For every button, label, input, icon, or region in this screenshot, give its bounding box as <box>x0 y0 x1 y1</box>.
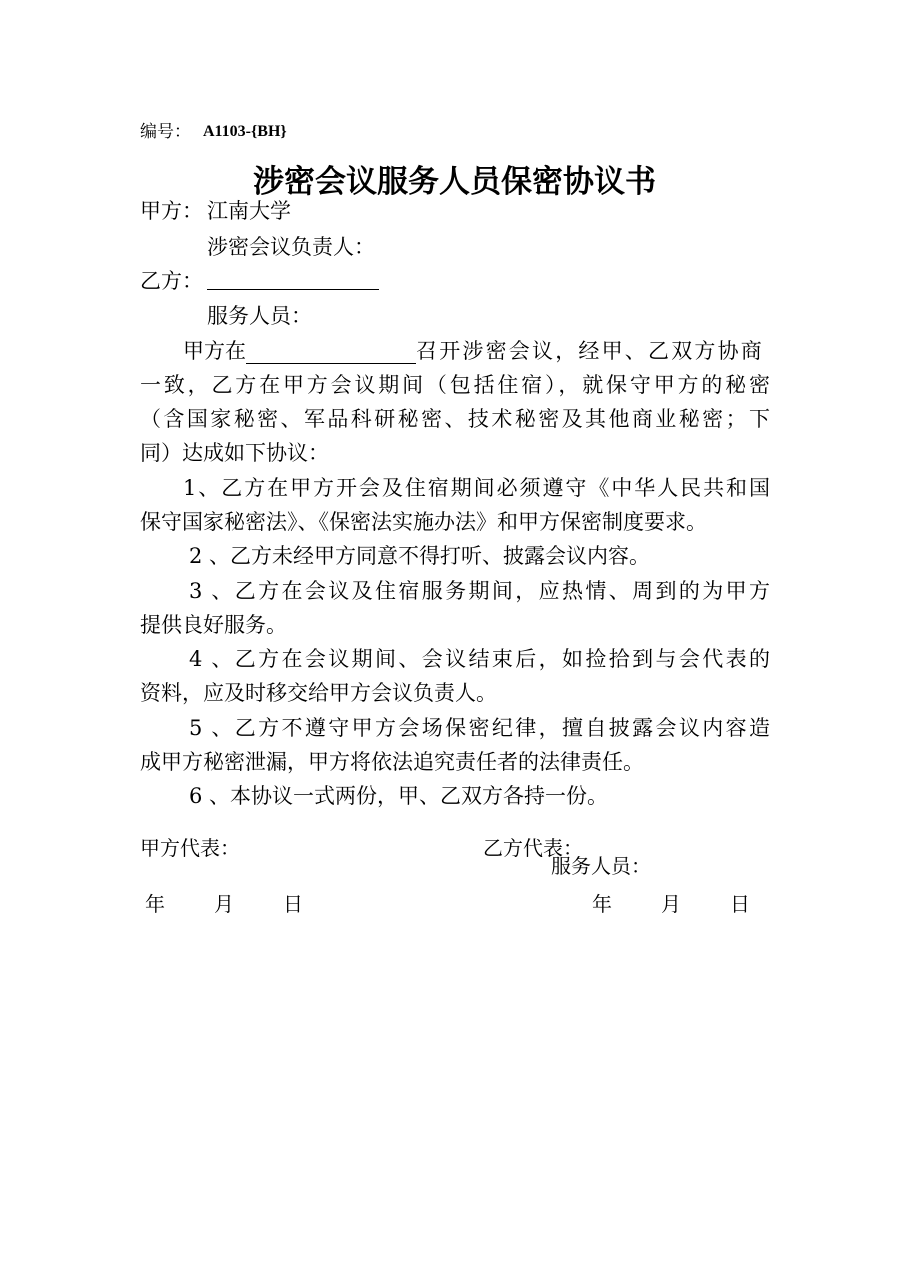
intro-line4: 同）达成如下协议： <box>140 441 329 465</box>
clause-2-line1: 2 、乙方未经甲方同意不得打听、披露会议内容。 <box>189 544 651 568</box>
intro-line2: 一致，乙方在甲方会议期间（包括住宿），就保守甲方的秘密 <box>140 373 770 397</box>
party-a-representative-label: 甲方代表： <box>140 836 240 860</box>
clause-3-line1: 3 、乙方在会议及住宿服务期间，应热情、周到的为甲方 <box>189 579 770 603</box>
clause-6-line1: 6 、本协议一式两份，甲、乙双方各持一份。 <box>189 784 609 808</box>
clause-4-line1: 4 、乙方在会议期间、会议结束后，如捡拾到与会代表的 <box>189 647 770 671</box>
party-a-label: 甲方： <box>140 199 203 223</box>
party-a-date-month: 月 <box>214 892 234 916</box>
intro-line1 <box>183 339 764 364</box>
party-b-date-year: 年 <box>592 892 612 916</box>
intro-line1-prefix: 甲方在 <box>183 339 246 363</box>
clause-1-line1: 1、乙方在甲方开会及住宿期间必须遵守《中华人民共和国 <box>183 476 770 500</box>
clause-5-line2: 成甲方秘密泄漏，甲方将依法追究责任者的法律责任。 <box>140 750 644 774</box>
party-b-date-month: 月 <box>661 892 681 916</box>
page-title: 涉密会议服务人员保密协议书 <box>253 164 656 200</box>
party-a-date-day: 日 <box>283 892 303 916</box>
doc-number-value: A1103-{BH} <box>203 123 287 140</box>
party-a-name: 江南大学 <box>207 199 291 223</box>
clause-4-line2: 资料，应及时移交给甲方会议负责人。 <box>140 681 497 705</box>
party-a-responsible-label: 涉密会议负责人： <box>207 235 375 259</box>
clause-1-line2: 保守国家秘密法》、《保密法实施办法》和甲方保密制度要求。 <box>140 510 707 534</box>
party-b-blank[interactable] <box>207 289 379 290</box>
party-b-representative-label: 乙方代表： <box>483 836 583 860</box>
party-a-date-year: 年 <box>145 892 165 916</box>
intro-line1-suffix: 召开涉密会议，经甲、乙双方协商 <box>416 339 764 363</box>
meeting-location-blank[interactable] <box>246 339 416 364</box>
party-b-date-day: 日 <box>730 892 750 916</box>
party-b-label: 乙方： <box>140 269 203 293</box>
clause-5-line1: 5 、乙方不遵守甲方会场保密纪律，擅自披露会议内容造 <box>189 716 770 740</box>
staff-signature-label: 服务人员： <box>551 854 651 878</box>
doc-number-label: 编号： <box>140 122 191 142</box>
intro-line3: （含国家秘密、军品科研秘密、技术秘密及其他商业秘密；下 <box>140 407 770 431</box>
clause-3-line2: 提供良好服务。 <box>140 613 287 637</box>
party-b-staff-label: 服务人员： <box>207 304 312 328</box>
